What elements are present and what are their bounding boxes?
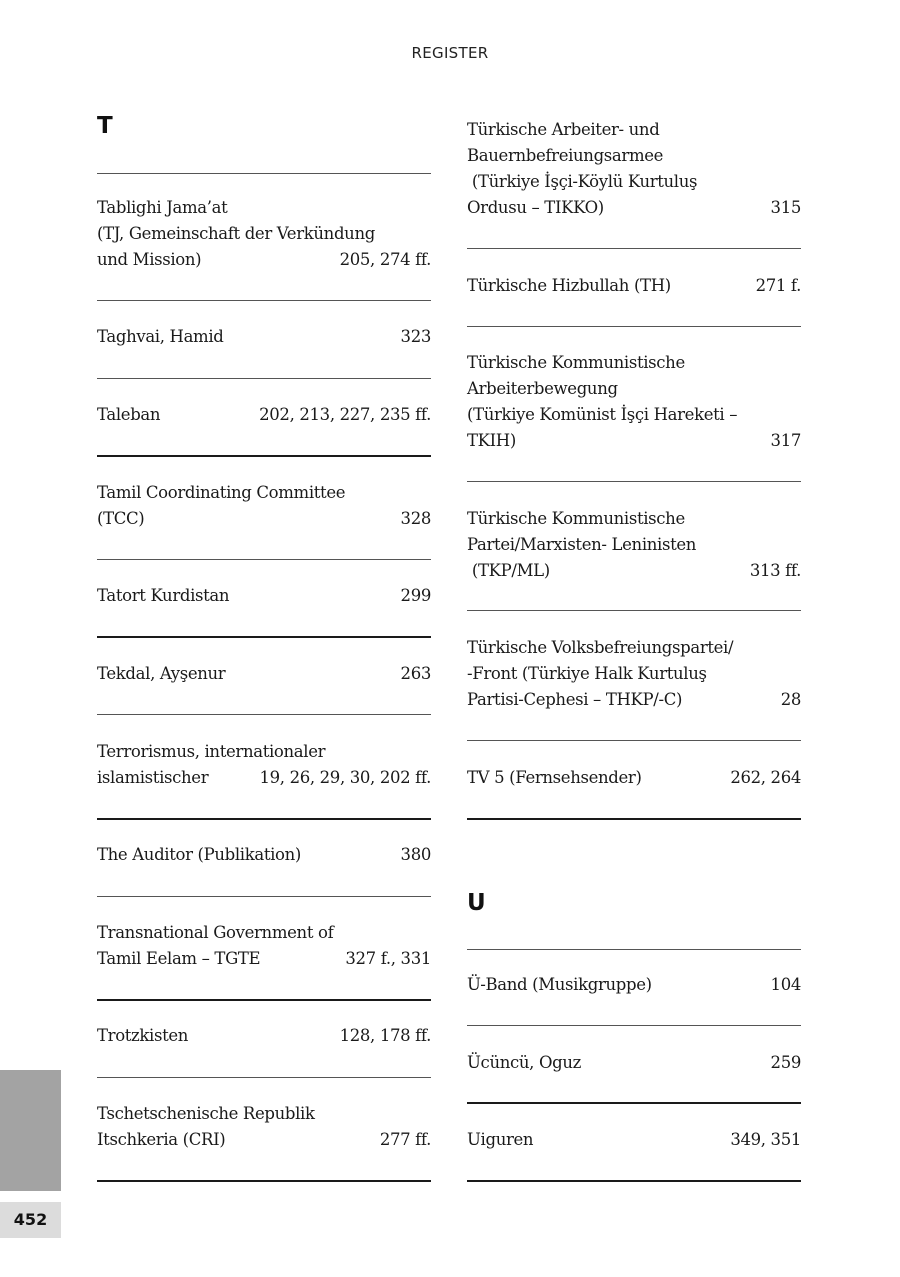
entry-pages: 317 xyxy=(770,431,801,450)
entry-pages: 313 ff. xyxy=(749,561,801,580)
page-number: 452 xyxy=(0,1202,61,1238)
index-entry xyxy=(467,635,801,713)
divider xyxy=(97,818,431,820)
divider xyxy=(97,636,431,638)
index-entry xyxy=(97,920,431,972)
index-entry xyxy=(97,1101,431,1153)
index-entry xyxy=(97,324,431,350)
index-column-right xyxy=(467,0,801,1277)
divider xyxy=(467,481,801,482)
entry-term: Uiguren xyxy=(467,1130,534,1149)
index-entry xyxy=(467,117,801,221)
entry-pages: 202, 213, 227, 235 ff. xyxy=(259,405,431,424)
index-entry xyxy=(97,583,431,609)
thumb-index-tab xyxy=(0,1070,61,1191)
index-entry xyxy=(97,661,431,687)
index-entry xyxy=(467,972,801,998)
index-entry xyxy=(97,1023,431,1049)
entry-term: Transnational Government of Tamil Eelam – TGTE xyxy=(97,923,334,968)
entry-term: Trotzkisten xyxy=(97,1026,189,1045)
entry-term: The Auditor (Publikation) xyxy=(97,845,301,864)
divider xyxy=(97,455,431,457)
entry-pages: 277 ff. xyxy=(379,1130,431,1149)
entry-pages: 259 xyxy=(770,1053,801,1072)
index-entry xyxy=(97,402,431,428)
entry-pages: 327 f., 331 xyxy=(345,949,431,968)
entry-term: Türkische Arbeiter- und Bauernbefreiungsarmee (Türkiye İşçi-Köylü Kurtuluş Ordusu – TIKKO) xyxy=(467,120,698,217)
divider xyxy=(97,714,431,715)
entry-term: Tatort Kurdistan xyxy=(97,586,230,605)
entry-term: Terrorismus, internationaler islamistischer xyxy=(97,742,326,787)
section-letter-t: T xyxy=(97,113,113,139)
divider xyxy=(97,999,431,1001)
index-entry xyxy=(467,765,801,791)
index-entry xyxy=(97,739,431,791)
entry-pages: 380 xyxy=(400,845,431,864)
entry-pages: 262, 264 xyxy=(730,768,801,787)
index-column-left xyxy=(97,0,431,1277)
running-head: REGISTER xyxy=(411,44,489,62)
divider xyxy=(467,248,801,249)
index-entry xyxy=(467,273,801,299)
divider xyxy=(97,559,431,560)
divider xyxy=(467,1180,801,1182)
divider xyxy=(467,1025,801,1026)
entry-term: Ücüncü, Oguz xyxy=(467,1053,581,1072)
index-entry xyxy=(467,506,801,584)
entry-pages: 205, 274 ff. xyxy=(339,250,431,269)
entry-pages: 323 xyxy=(400,327,431,346)
entry-pages: 128, 178 ff. xyxy=(339,1026,431,1045)
entry-pages: 19, 26, 29, 30, 202 ff. xyxy=(259,768,431,787)
entry-pages: 28 xyxy=(780,690,801,709)
entry-term: TV 5 (Fernsehsender) xyxy=(467,768,642,787)
entry-term: Tamil Coordinating Committee (TCC) xyxy=(97,483,346,528)
entry-term: Tablighi Jama’at (TJ, Gemeinschaft der Verkündung und Mission) xyxy=(97,198,375,269)
entry-pages: 104 xyxy=(770,975,801,994)
index-entry xyxy=(467,1050,801,1076)
divider xyxy=(467,740,801,741)
entry-pages: 263 xyxy=(400,664,431,683)
entry-term: Taghvai, Hamid xyxy=(97,327,224,346)
index-entry xyxy=(97,842,431,868)
entry-term: Türkische Hizbullah (TH) xyxy=(467,276,671,295)
section-letter-u: U xyxy=(467,890,486,916)
entry-term: Türkische Volksbefreiungspartei/ -Front (Türkiye Halk Kurtuluş Partisi-Cephesi – THKP/-C) xyxy=(467,638,734,709)
divider xyxy=(467,818,801,820)
index-entry xyxy=(97,195,431,273)
divider xyxy=(97,378,431,379)
entry-pages: 315 xyxy=(770,198,801,217)
index-entry xyxy=(467,1127,801,1153)
divider xyxy=(97,300,431,301)
divider xyxy=(467,1102,801,1104)
entry-pages: 328 xyxy=(400,509,431,528)
divider xyxy=(467,949,801,950)
entry-pages: 349, 351 xyxy=(730,1130,801,1149)
divider xyxy=(97,896,431,897)
entry-pages: 271 f. xyxy=(755,276,801,295)
divider xyxy=(467,326,801,327)
entry-term: Türkische Kommunistische Partei/Marxisten- Leninisten (TKP/ML) xyxy=(467,509,697,580)
divider xyxy=(467,610,801,611)
divider xyxy=(97,1180,431,1182)
divider xyxy=(97,173,431,174)
entry-term: Türkische Kommunistische Arbeiterbewegung (Türkiye Komünist İşçi Hareketi – TKIH) xyxy=(467,353,738,450)
index-entry xyxy=(97,480,431,532)
entry-term: Tschetschenische Republik Itschkeria (CRI) xyxy=(97,1104,315,1149)
divider xyxy=(97,1077,431,1078)
entry-term: Tekdal, Ayşenur xyxy=(97,664,226,683)
entry-term: Taleban xyxy=(97,405,161,424)
entry-term: Ü-Band (Musikgruppe) xyxy=(467,975,652,994)
entry-pages: 299 xyxy=(400,586,431,605)
index-entry xyxy=(467,350,801,454)
